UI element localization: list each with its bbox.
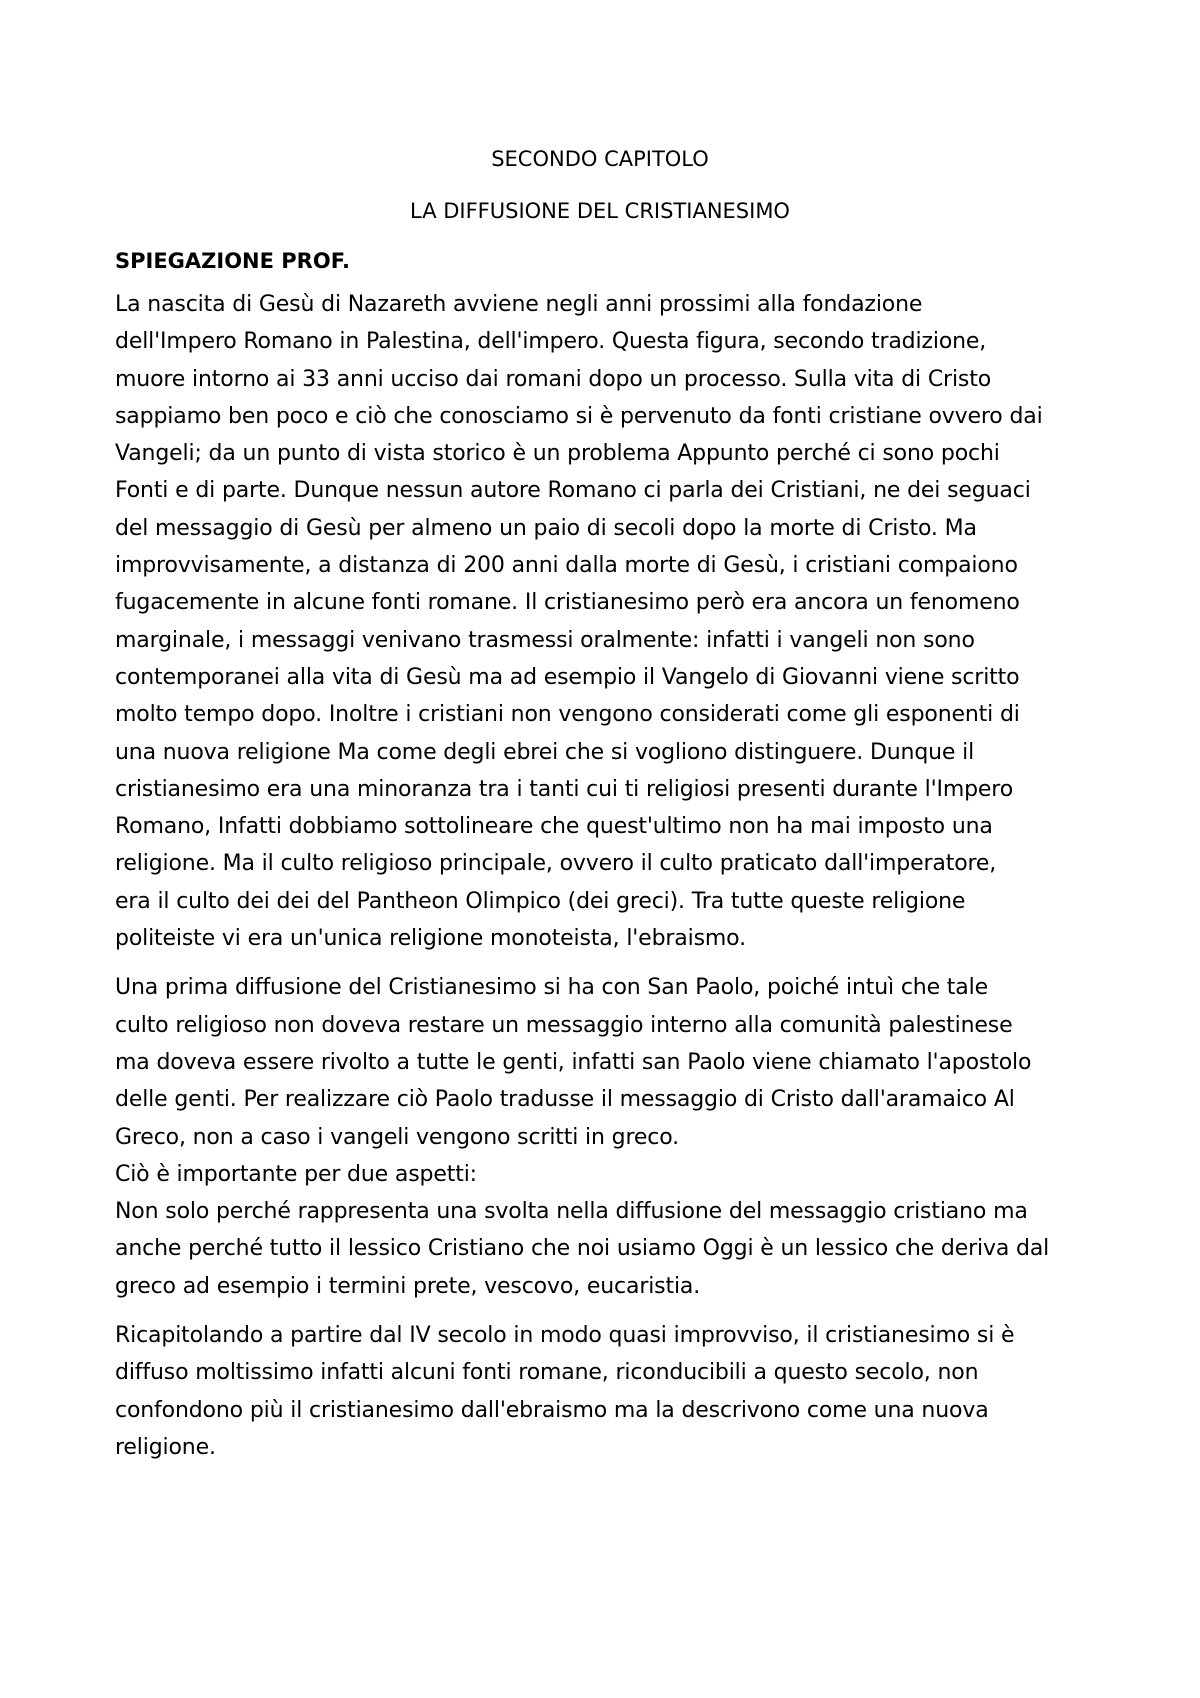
document-content: [115, 144, 1100, 1466]
paragraph-line: muore intorno ai 33 anni ucciso dai romani dopo un processo. Sulla vita di Cristo: [115, 366, 992, 392]
paragraph-line: anche perché tutto il lessico Cristiano che noi usiamo Oggi è un lessico che deriva dal: [115, 1236, 1050, 1262]
paragraph-line: era il culto dei dei del Pantheon Olimpico (dei greci). Tra tutte queste religione: [115, 888, 966, 914]
paragraph-line: Ciò è importante per due aspetti:: [115, 1161, 477, 1187]
paragraph-line: religione.: [115, 1434, 216, 1460]
paragraph-line: del messaggio di Gesù per almeno un paio di secoli dopo la morte di Cristo. Ma: [115, 515, 977, 541]
paragraph-3: [115, 1317, 1100, 1466]
paragraph-line: La nascita di Gesù di Nazareth avviene negli anni prossimi alla fondazione: [115, 292, 923, 317]
paragraph-line: sappiamo ben poco e ciò che conosciamo si è pervenuto da fonti cristiane ovvero dai: [115, 403, 1043, 429]
paragraph-line: diffuso moltissimo infatti alcuni fonti romane, riconducibili a questo secolo, non: [115, 1360, 979, 1386]
paragraph-line: Una prima diffusione del Cristianesimo si ha con San Paolo, poiché intuì che tale: [115, 975, 988, 1001]
paragraph-line: Non solo perché rappresenta una svolta nella diffusione del messaggio cristiano ma: [115, 1199, 1028, 1225]
paragraph-line: dell'Impero Romano in Palestina, dell'impero. Questa figura, secondo tradizione,: [115, 329, 987, 355]
paragraph-line: cristianesimo era una minoranza tra i tanti cui ti religiosi presenti durante l'Impero: [115, 776, 1014, 802]
paragraph-line: improvvisamente, a distanza di 200 anni dalla morte di Gesù, i cristiani compaiono: [115, 553, 1018, 579]
paragraph-line: Fonti e di parte. Dunque nessun autore Romano ci parla dei Cristiani, ne dei seguaci: [115, 478, 1031, 504]
paragraph-2: [115, 969, 1100, 1305]
paragraph-line: marginale, i messaggi venivano trasmessi oralmente: infatti i vangeli non sono: [115, 627, 975, 653]
paragraph-line: molto tempo dopo. Inoltre i cristiani non vengono considerati come gli esponenti di: [115, 702, 1020, 728]
section-label: SPIEGAZIONE PROF.: [115, 249, 350, 273]
paragraph-line: confondono più il cristianesimo dall'ebraismo ma la descrivono come una nuova: [115, 1397, 989, 1423]
paragraph-1: [115, 286, 1100, 957]
chapter-title: SECONDO CAPITOLO: [491, 147, 709, 171]
paragraph-line: Ricapitolando a partire dal IV secolo in modo quasi improvviso, il cristianesimo si è: [115, 1323, 1015, 1349]
paragraph-line: greco ad esempio i termini prete, vescovo, eucaristia.: [115, 1273, 701, 1299]
paragraph-line: Greco, non a caso i vangeli vengono scritti in greco.: [115, 1124, 679, 1150]
paragraph-line: una nuova religione Ma come degli ebrei che si vogliono distinguere. Dunque il: [115, 739, 975, 765]
paragraph-line: contemporanei alla vita di Gesù ma ad esempio il Vangelo di Giovanni viene scritto: [115, 664, 1020, 690]
paragraph-line: politeiste vi era un'unica religione monoteista, l'ebraismo.: [115, 926, 746, 952]
paragraph-line: ma doveva essere rivolto a tutte le genti, infatti san Paolo viene chiamato l'apostolo: [115, 1049, 1032, 1075]
paragraph-line: Vangeli; da un punto di vista storico è un problema Appunto perché ci sono pochi: [115, 441, 1000, 467]
paragraph-line: Romano, Infatti dobbiamo sottolineare che quest'ultimo non ha mai imposto una: [115, 814, 993, 840]
paragraph-line: culto religioso non doveva restare un messaggio interno alla comunità palestinese: [115, 1012, 1013, 1038]
paragraph-line: fugacemente in alcune fonti romane. Il cristianesimo però era ancora un fenomeno: [115, 590, 1020, 616]
paragraph-line: delle genti. Per realizzare ciò Paolo tradusse il messaggio di Cristo dall'aramaico Al: [115, 1087, 1015, 1113]
paragraph-line: religione. Ma il culto religioso principale, ovvero il culto praticato dall'imperatore,: [115, 851, 997, 877]
chapter-subtitle: LA DIFFUSIONE DEL CRISTIANESIMO: [410, 199, 790, 223]
